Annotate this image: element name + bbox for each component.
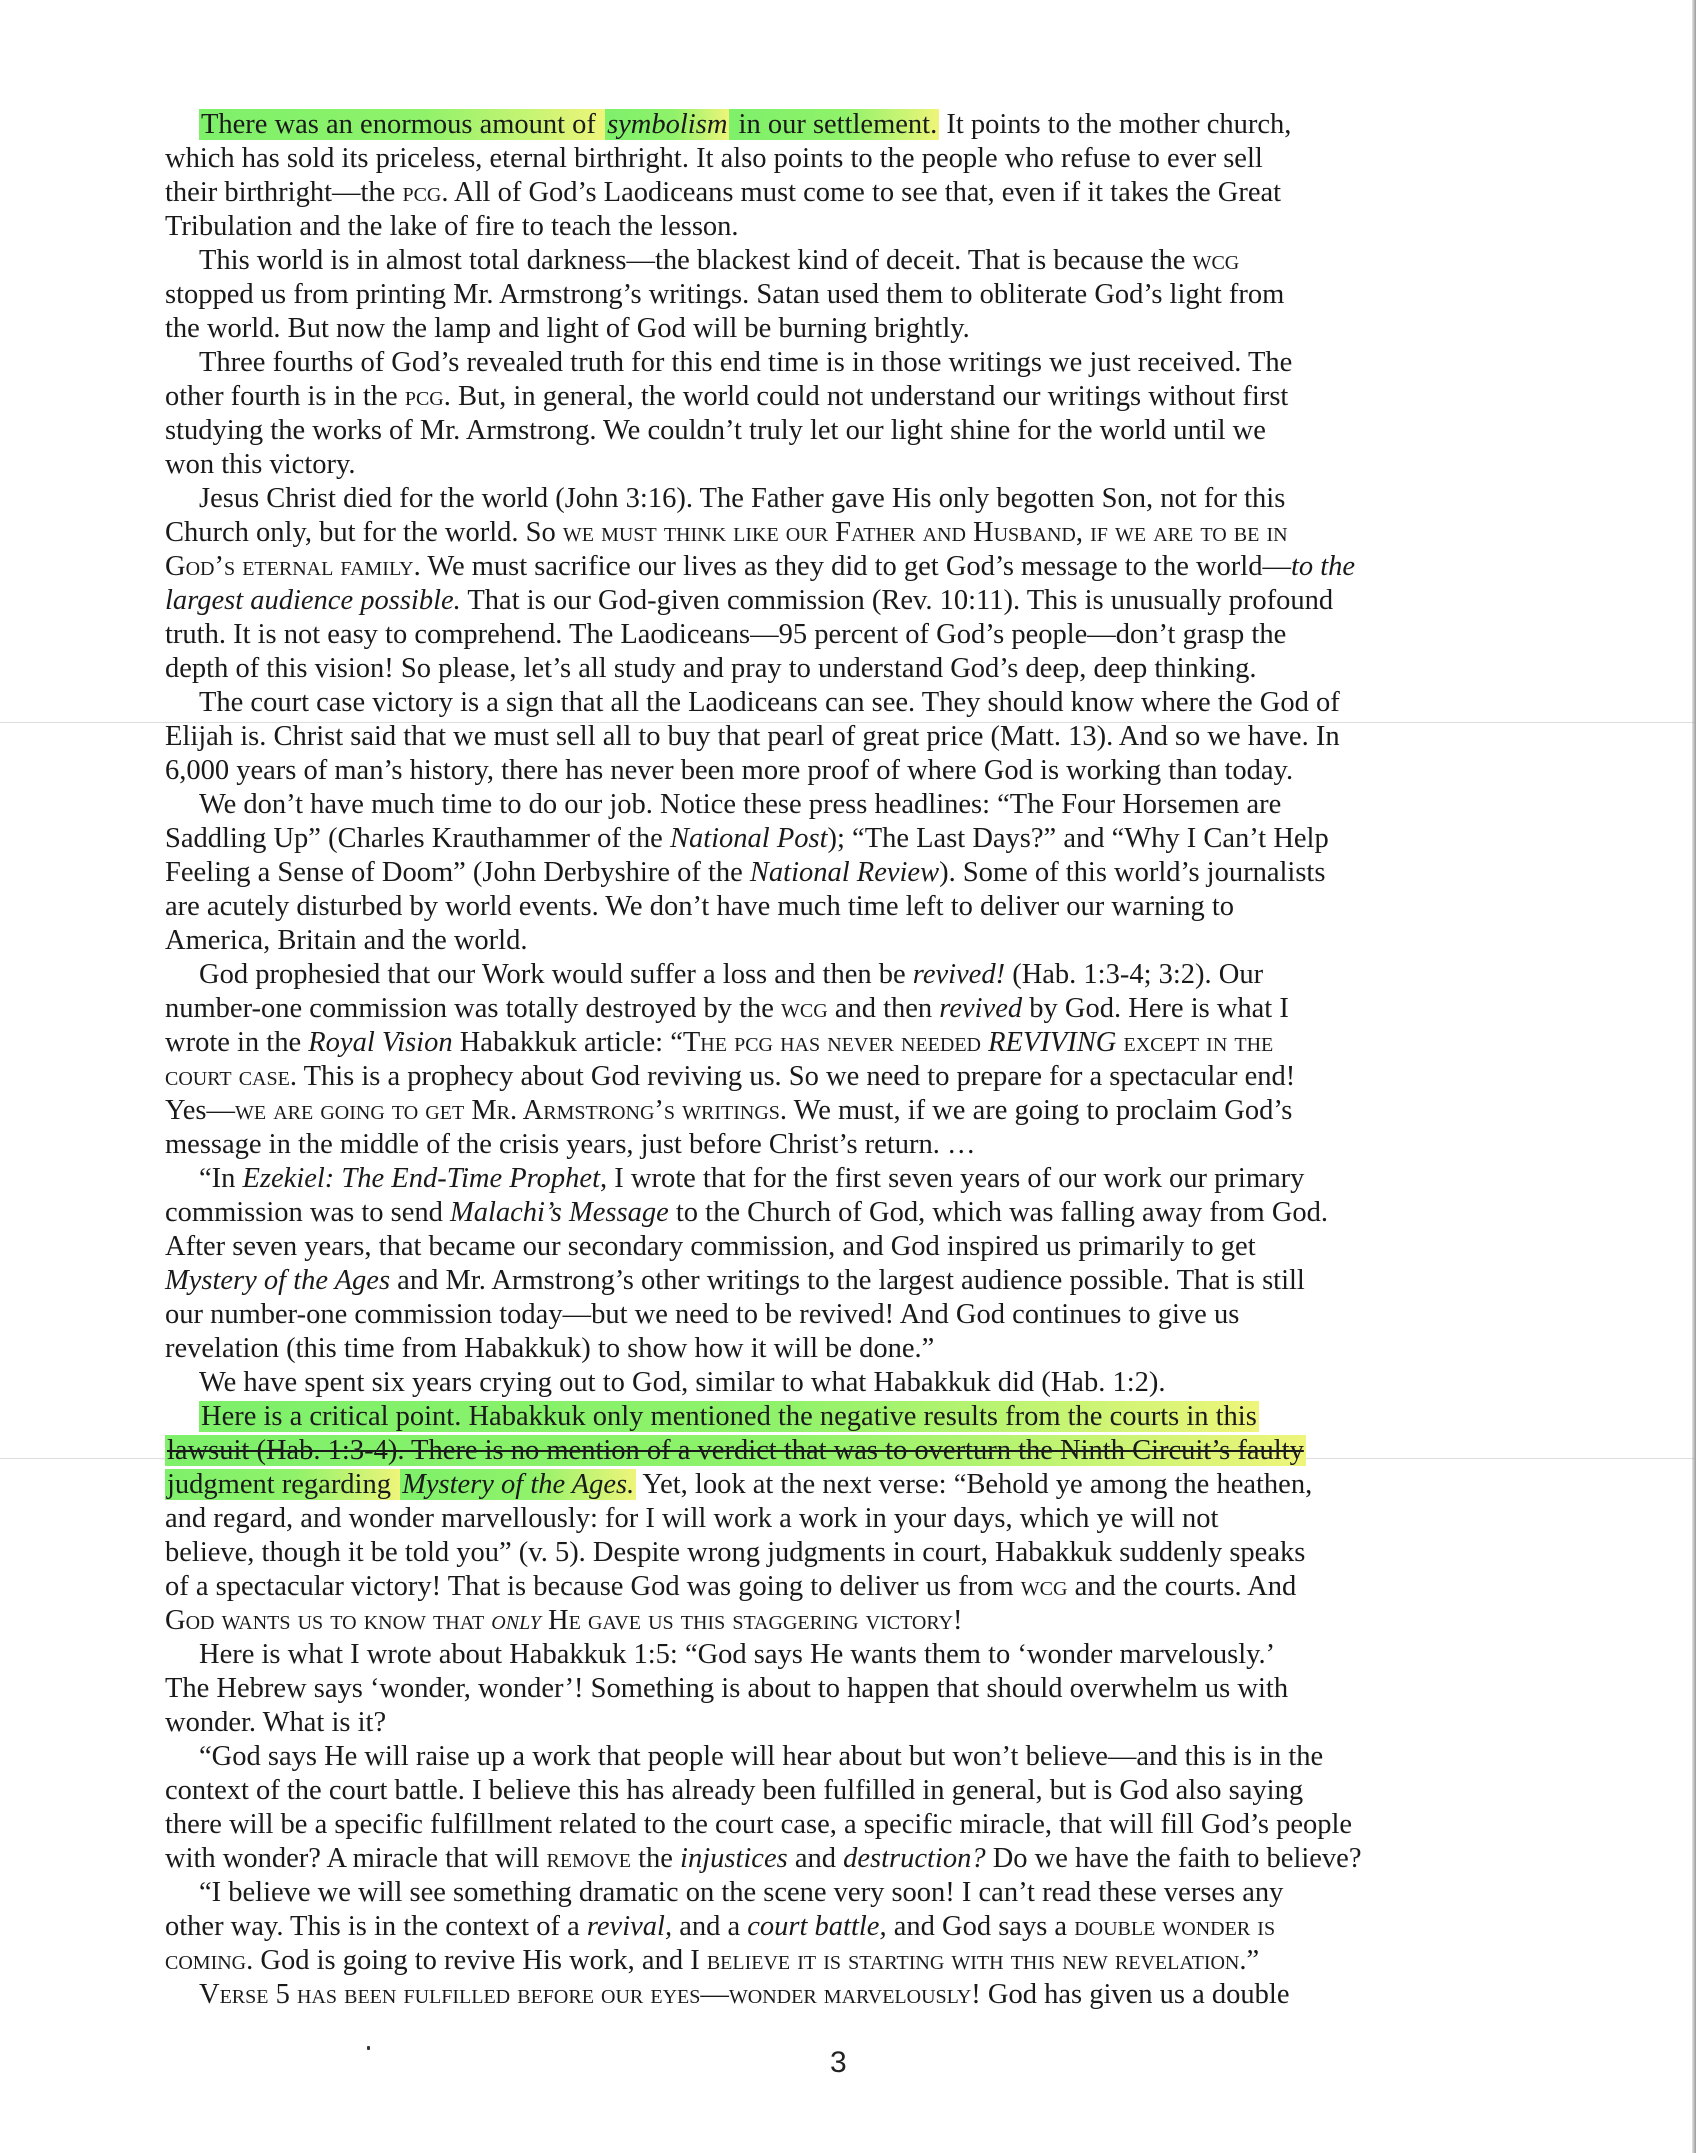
paragraph-line (165, 822, 1525, 856)
paragraph-line (165, 278, 1525, 312)
text-run: we are going to get Mr. Armstrong’s writings (234, 1095, 780, 1126)
text-run: America, Britain and the world. (165, 925, 528, 956)
text-run: and (787, 1843, 844, 1874)
paragraph-line (165, 1230, 1525, 1264)
text-run: stopped us from printing Mr. Armstrong’s writings. Satan used them to obliterate God’s light from (165, 279, 1285, 310)
text-run: Tribulation and the lake of fire to teach the lesson. (165, 211, 739, 242)
paragraph-line (165, 448, 1525, 482)
text-run: God wants us to know that (165, 1605, 492, 1636)
text-run: That is our God-given commission (Rev. 10:11). This is unusually profound (460, 585, 1334, 616)
text-run: wcg (1020, 1571, 1068, 1602)
text-run: our number-one commission today—but we need to be revived! And God continues to give us (165, 1299, 1240, 1330)
paragraph-line (165, 414, 1525, 448)
text-run: which has sold its priceless, eternal birthright. It also points to the people who refuse to ever sell (165, 143, 1263, 174)
text-run: We have spent six years crying out to God, similar to what Habakkuk did (Hab. 1:2). (199, 1367, 1166, 1398)
text-run: injustices (680, 1843, 788, 1874)
paragraph-line (165, 1842, 1525, 1876)
text-run: commission was to send (165, 1197, 450, 1228)
text-run: . We must, if we are going to proclaim God’s (779, 1095, 1293, 1126)
paragraph-line (165, 1570, 1525, 1604)
text-run: the world. But now the lamp and light of God will be burning brightly. (165, 313, 970, 344)
text-run: It points to the mother church, (939, 109, 1292, 140)
text-run: of a spectacular victory! That is because God was going to deliver us from (165, 1571, 1021, 1602)
paragraph-line (165, 1604, 1525, 1638)
paragraph-first-line (165, 346, 1525, 380)
text-run: , I wrote that for the first seven years of our work our primary (600, 1163, 1305, 1194)
text-run: believe it is starting with this new revelation (706, 1945, 1240, 1976)
paragraph-first-line (165, 1876, 1525, 1910)
paragraph-line (165, 584, 1525, 618)
text-run: context of the court battle. I believe this has already been fulfilled in general, but is God also saying (165, 1775, 1304, 1806)
paragraph-line (165, 1060, 1525, 1094)
text-run: to the (1290, 551, 1356, 582)
paragraph-line (165, 176, 1525, 210)
text-run: The court case victory is a sign that all the Laodiceans can see. They should know where the God of (199, 687, 1340, 718)
text-run: revival, (586, 1911, 673, 1942)
paragraph-line (165, 754, 1525, 788)
paragraph-line (165, 312, 1525, 346)
text-run: except in the (1116, 1027, 1274, 1058)
text-run: by God. Here is what I (1022, 993, 1289, 1024)
text-run: Ezekiel: The End-Time Prophet (242, 1163, 601, 1194)
text-run: . But, in general, the world could not understand our writings without first (443, 381, 1289, 412)
paragraph-first-line (165, 244, 1525, 278)
text-run: other way. This is in the context of a (165, 1911, 587, 1942)
paragraph-first-line (165, 1638, 1525, 1672)
text-run: revived! (912, 959, 1006, 990)
text-run: Verse 5 has been fulfilled before our eyes—wonder marvelously (199, 1979, 972, 2010)
highlighted-text: lawsuit (Hab. 1:3-4). There is no mention of a verdict that was to overturn the Ninth Circuit’s faulty (167, 1435, 1304, 1466)
text-run: number-one commission was totally destroyed by the (165, 993, 782, 1024)
text-run: and regard, and wonder marvellously: for I will work a work in your days, which ye will not (165, 1503, 1219, 1534)
text-run: and then (827, 993, 940, 1024)
text-run: largest audience possible. (165, 585, 461, 616)
scan-speck (367, 2046, 370, 2050)
text-run: The Hebrew says ‘wonder, wonder’! Something is about to happen that should overwhelm us with (165, 1673, 1289, 1704)
text-run: their birthright—the (165, 177, 403, 208)
text-run: message in the middle of the crisis years, just before Christ’s return. … (165, 1129, 976, 1160)
text-run: Saddling Up” (Charles Krauthammer of the (165, 823, 670, 854)
paragraph-line (165, 1910, 1525, 1944)
text-run: National Review (749, 857, 940, 888)
highlighted-text: Here is a critical point. Habakkuk only mentioned the negative results from the courts in this (201, 1401, 1257, 1432)
text-run: God’s eternal family (165, 551, 414, 582)
paragraph-line (165, 550, 1525, 584)
paragraph-line (165, 1536, 1525, 1570)
highlighted-text: in our settlement. (731, 109, 938, 140)
text-run: revelation (this time from Habakkuk) to show how it will be done.” (165, 1333, 935, 1364)
paragraph-line (165, 1196, 1525, 1230)
text-run: pcg (402, 177, 442, 208)
text-run: (Hab. 1:3-4; 3:2). Our (1005, 959, 1264, 990)
text-run: Malachi’s Message (450, 1197, 669, 1228)
text-run: wcg (1192, 245, 1240, 276)
paragraph-line (165, 1298, 1525, 1332)
text-run: pcg (404, 381, 444, 412)
paragraph-line (165, 1706, 1525, 1740)
text-run: ); “The Last Days?” and “Why I Can’t Help (827, 823, 1329, 854)
text-run: ! (953, 1605, 963, 1636)
text-run: ! God has given us a double (971, 1979, 1290, 2010)
text-run: we must think like our Father and Husband, if we are to be in (562, 517, 1288, 548)
text-run: wonder. What is it? (165, 1707, 387, 1738)
text-run: studying the works of Mr. Armstrong. We couldn’t truly let our light shine for the world until we (165, 415, 1266, 446)
text-run: with wonder? A miracle that will (165, 1843, 547, 1874)
text-run: remove (546, 1843, 631, 1874)
text-run: and God says a (886, 1911, 1075, 1942)
highlighted-text: Mystery of the Ages. (402, 1469, 635, 1500)
text-run: . All of God’s Laodiceans must come to see that, even if it takes the Great (441, 177, 1282, 208)
text-run: Feeling a Sense of Doom” (John Derbyshire of the (165, 857, 750, 888)
highlighted-text: symbolism (607, 109, 728, 140)
paragraph-first-line (165, 788, 1525, 822)
text-run: Elijah is. Christ said that we must sell all to buy that pearl of great price (Matt. 13). And so we have. In (165, 721, 1340, 752)
paragraph-line (165, 1502, 1525, 1536)
paragraph-first-line (165, 1366, 1525, 1400)
text-run: Habakkuk article: “ (452, 1027, 683, 1058)
paragraph-line (165, 720, 1525, 754)
text-run: Church only, but for the world. So (165, 517, 563, 548)
paragraph-line (165, 1128, 1525, 1162)
paragraph-first-line (165, 482, 1525, 516)
paragraph-line (165, 856, 1525, 890)
paragraph-line (165, 1094, 1525, 1128)
text-run: “I believe we will see something dramatic on the scene very soon! I can’t read these verses any (199, 1877, 1284, 1908)
highlighted-text: There was an enormous amount of (201, 109, 604, 140)
paragraph-line (165, 142, 1525, 176)
paragraph-line (165, 1468, 1525, 1502)
text-run: destruction? (843, 1843, 986, 1874)
text-run: . We must sacrifice our lives as they did to get God’s message to the world— (413, 551, 1291, 582)
text-run: to the Church of God, which was falling away from God. (668, 1197, 1329, 1228)
text-run: wcg (781, 993, 828, 1024)
text-run: He gave us this staggering victory (540, 1605, 954, 1636)
paragraph-line (165, 380, 1525, 414)
text-run: Mystery of the Ages (165, 1265, 391, 1296)
paragraph-line (165, 1808, 1525, 1842)
text-run: are acutely disturbed by world events. We don’t have much time left to deliver our warning to (165, 891, 1235, 922)
text-run: We don’t have much time to do our job. Notice these press headlines: “The Four Horsemen are (199, 789, 1282, 820)
text-run: other fourth is in the (165, 381, 405, 412)
paragraph-line (165, 618, 1525, 652)
paragraph-line (165, 924, 1525, 958)
text-run: The pcg has never needed (682, 1027, 989, 1058)
text-run: Royal Vision (308, 1027, 453, 1058)
text-run: the (630, 1843, 681, 1874)
paragraph-line (165, 1026, 1525, 1060)
text-run: coming (165, 1945, 247, 1976)
page-edge (1692, 0, 1696, 2153)
text-run: .” (1239, 1945, 1260, 1976)
paragraph-line (165, 1944, 1525, 1978)
paragraph-first-line (165, 1162, 1525, 1196)
paragraph-line (165, 890, 1525, 924)
text-run: depth of this vision! So please, let’s all study and pray to understand God’s deep, deep thinking. (165, 653, 1257, 684)
text-run: wrote in the (165, 1027, 309, 1058)
text-run: . God is going to revive His work, and I (246, 1945, 707, 1976)
paragraph-line (165, 1264, 1525, 1298)
page-number: 3 (830, 2046, 847, 2079)
text-run: . This is a prophecy about God reviving us. So we need to prepare for a spectacular end! (289, 1061, 1296, 1092)
text-run: REVIVING (988, 1027, 1117, 1058)
text-run: “In (199, 1163, 243, 1194)
paragraph-first-line (165, 958, 1525, 992)
text-run: Three fourths of God’s revealed truth for this end time is in those writings we just received. The (199, 347, 1293, 378)
text-run: court battle, (747, 1911, 887, 1942)
paragraph-line (165, 652, 1525, 686)
text-run: truth. It is not easy to comprehend. The Laodiceans—95 percent of God’s people—don’t grasp the (165, 619, 1287, 650)
paragraph-line (165, 1332, 1525, 1366)
paragraph-first-line (165, 108, 1525, 142)
paragraph-line (165, 210, 1525, 244)
text-run: believe, though it be told you” (v. 5). Despite wrong judgments in court, Habakkuk suddenly speaks (165, 1537, 1306, 1568)
text-run: Here is what I wrote about Habakkuk 1:5: “God says He wants them to ‘wonder marvelously.’ (199, 1639, 1276, 1670)
text-run: Yet, look at the next verse: “Behold ye among the heathen, (636, 1469, 1313, 1500)
document-body (165, 108, 1525, 2012)
paragraph-line (165, 1672, 1525, 1706)
text-run: Jesus Christ died for the world (John 3:16). The Father gave His only begotten Son, not for this (199, 483, 1286, 514)
paragraph-first-line (165, 1740, 1525, 1774)
paragraph-first-line (165, 1978, 1525, 2012)
paragraph-first-line (165, 686, 1525, 720)
text-run: and Mr. Armstrong’s other writings to the largest audience possible. That is still (390, 1265, 1305, 1296)
text-run: God prophesied that our Work would suffer a loss and then be (199, 959, 913, 990)
text-run: This world is in almost total darkness—the blackest kind of deceit. That is because the (199, 245, 1193, 276)
text-run: there will be a specific fulfillment related to the court case, a specific miracle, that will fill God’s people (165, 1809, 1353, 1840)
paragraph-line (165, 992, 1525, 1026)
text-run: National Post (669, 823, 828, 854)
paragraph-line (165, 1774, 1525, 1808)
highlighted-text: judgment regarding (167, 1469, 399, 1500)
text-run: only (491, 1605, 541, 1636)
text-run: “God says He will raise up a work that people will hear about but won’t believe—and this is in the (199, 1741, 1324, 1772)
text-run: Yes— (165, 1095, 235, 1126)
paragraph-first-line (165, 1400, 1525, 1434)
text-run: and a (672, 1911, 748, 1942)
text-run: ). Some of this world’s journalists (939, 857, 1326, 888)
text-run: 6,000 years of man’s history, there has never been more proof of where God is working than today. (165, 755, 1294, 786)
text-run: Do we have the faith to believe? (985, 1843, 1362, 1874)
text-run: won this victory. (165, 449, 356, 480)
text-run: and the courts. And (1067, 1571, 1297, 1602)
text-run: After seven years, that became our secondary commission, and God inspired us primarily to get (165, 1231, 1256, 1262)
paragraph-line (165, 516, 1525, 550)
text-run: double wonder is (1074, 1911, 1276, 1942)
text-run: court case (165, 1061, 290, 1092)
text-run: revived (939, 993, 1023, 1024)
paragraph-line (165, 1434, 1525, 1468)
